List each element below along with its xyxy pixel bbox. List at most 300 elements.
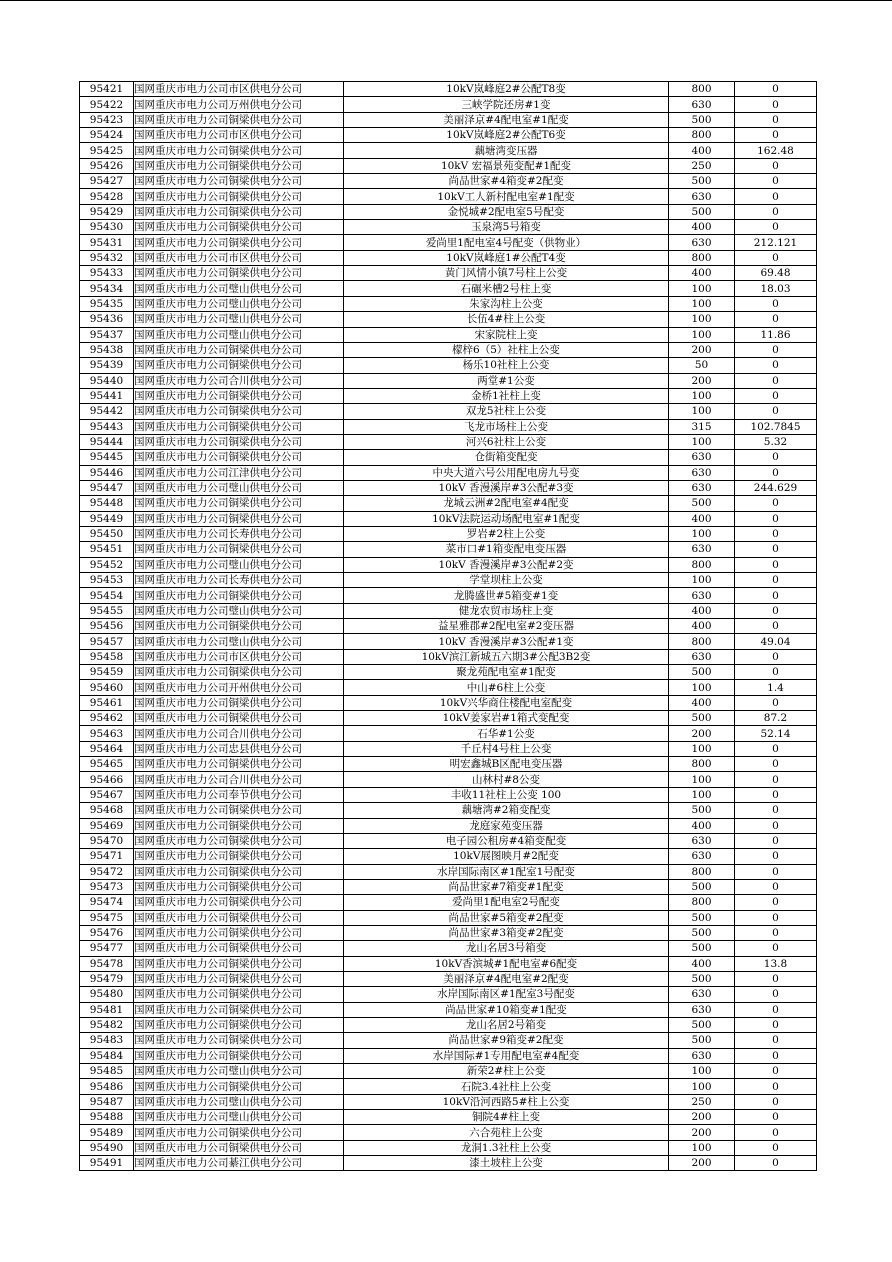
company-cell: 国网重庆市电力公司铜梁供电分公司 <box>134 434 344 449</box>
capacity-cell: 500 <box>669 910 735 925</box>
capacity-cell: 500 <box>669 803 735 818</box>
value-cell: 0 <box>735 941 817 956</box>
capacity-cell: 800 <box>669 634 735 649</box>
table-row <box>80 143 817 158</box>
value-cell: 0 <box>735 373 817 388</box>
row-id-cell: 95491 <box>80 1156 134 1171</box>
table-row <box>80 649 817 664</box>
company-cell: 国网重庆市电力公司铜梁供电分公司 <box>134 1048 344 1063</box>
capacity-cell: 630 <box>669 1048 735 1063</box>
capacity-cell: 400 <box>669 619 735 634</box>
company-cell: 国网重庆市电力公司铜梁供电分公司 <box>134 925 344 940</box>
value-cell: 0 <box>735 557 817 572</box>
table-row <box>80 158 817 173</box>
value-cell: 0 <box>735 465 817 480</box>
value-cell: 0 <box>735 511 817 526</box>
value-cell: 0 <box>735 450 817 465</box>
page-top-border <box>0 0 892 1</box>
capacity-cell: 500 <box>669 665 735 680</box>
transformer-name-cell: 宋家院柱上变 <box>344 327 669 342</box>
capacity-cell: 500 <box>669 496 735 511</box>
value-cell: 0 <box>735 1079 817 1094</box>
company-cell: 国网重庆市电力公司铜梁供电分公司 <box>134 757 344 772</box>
table-row <box>80 1079 817 1094</box>
table-row <box>80 588 817 603</box>
value-cell: 0 <box>735 803 817 818</box>
capacity-cell: 800 <box>669 128 735 143</box>
table-row <box>80 465 817 480</box>
value-cell: 0 <box>735 987 817 1002</box>
row-id-cell: 95456 <box>80 619 134 634</box>
transformer-name-cell: 益星雅郡#2配电室#2变压器 <box>344 619 669 634</box>
row-id-cell: 95489 <box>80 1125 134 1140</box>
capacity-cell: 800 <box>669 895 735 910</box>
capacity-cell: 100 <box>669 787 735 802</box>
capacity-cell: 100 <box>669 312 735 327</box>
table-row <box>80 281 817 296</box>
company-cell: 国网重庆市电力公司铜梁供电分公司 <box>134 266 344 281</box>
company-cell: 国网重庆市电力公司市区供电分公司 <box>134 128 344 143</box>
transformer-name-cell: 尚品世家#4箱变#2配变 <box>344 174 669 189</box>
value-cell: 0 <box>735 542 817 557</box>
capacity-cell: 315 <box>669 419 735 434</box>
transformer-name-cell: 10kV 香漫溪岸#3公配#1变 <box>344 634 669 649</box>
row-id-cell: 95427 <box>80 174 134 189</box>
value-cell: 0 <box>735 772 817 787</box>
value-cell: 0 <box>735 296 817 311</box>
table-row <box>80 220 817 235</box>
capacity-cell: 500 <box>669 204 735 219</box>
row-id-cell: 95459 <box>80 665 134 680</box>
table-row <box>80 250 817 265</box>
value-cell: 49.04 <box>735 634 817 649</box>
transformer-name-cell: 尚品世家#5箱变#2配变 <box>344 910 669 925</box>
row-id-cell: 95441 <box>80 388 134 403</box>
transformer-name-cell: 10kV兴华商住楼配电室配变 <box>344 695 669 710</box>
value-cell: 0 <box>735 204 817 219</box>
transformer-name-cell: 10kV工人新村配电室#1配变 <box>344 189 669 204</box>
table-row <box>80 833 817 848</box>
value-cell: 87.2 <box>735 711 817 726</box>
transformer-name-cell: 两堂#1公变 <box>344 373 669 388</box>
row-id-cell: 95429 <box>80 204 134 219</box>
capacity-cell: 800 <box>669 557 735 572</box>
table-row <box>80 1140 817 1155</box>
value-cell: 52.14 <box>735 726 817 741</box>
value-cell: 0 <box>735 388 817 403</box>
transformer-name-cell: 黄门风情小镇7号柱上公变 <box>344 266 669 281</box>
row-id-cell: 95430 <box>80 220 134 235</box>
company-cell: 国网重庆市电力公司璧山供电分公司 <box>134 480 344 495</box>
transformer-name-cell: 龙腾盛世#5箱变#1变 <box>344 588 669 603</box>
table-row <box>80 388 817 403</box>
row-id-cell: 95465 <box>80 757 134 772</box>
row-id-cell: 95485 <box>80 1064 134 1079</box>
transformer-name-cell: 丰收11社柱上公变 100 <box>344 787 669 802</box>
table-row <box>80 112 817 127</box>
capacity-cell: 800 <box>669 250 735 265</box>
table-row <box>80 1002 817 1017</box>
row-id-cell: 95440 <box>80 373 134 388</box>
row-id-cell: 95425 <box>80 143 134 158</box>
company-cell: 国网重庆市电力公司璧山供电分公司 <box>134 603 344 618</box>
value-cell: 0 <box>735 97 817 112</box>
company-cell: 国网重庆市电力公司綦江供电分公司 <box>134 1156 344 1171</box>
company-cell: 国网重庆市电力公司市区供电分公司 <box>134 649 344 664</box>
value-cell: 0 <box>735 818 817 833</box>
value-cell: 1.4 <box>735 680 817 695</box>
transformer-name-cell: 10kV岚峰庭2#公配T8变 <box>344 82 669 97</box>
table-row <box>80 174 817 189</box>
table-row <box>80 82 817 97</box>
table-row <box>80 971 817 986</box>
company-cell: 国网重庆市电力公司璧山供电分公司 <box>134 327 344 342</box>
company-cell: 国网重庆市电力公司铜梁供电分公司 <box>134 404 344 419</box>
table-row <box>80 189 817 204</box>
capacity-cell: 630 <box>669 1002 735 1017</box>
table-row <box>80 526 817 541</box>
capacity-cell: 630 <box>669 649 735 664</box>
capacity-cell: 400 <box>669 266 735 281</box>
transformer-name-cell: 水岸国际南区#1配室1号配变 <box>344 864 669 879</box>
transformer-name-cell: 龙城云洲#2配电室#4配变 <box>344 496 669 511</box>
table-row <box>80 619 817 634</box>
capacity-cell: 500 <box>669 711 735 726</box>
company-cell: 国网重庆市电力公司铜梁供电分公司 <box>134 1079 344 1094</box>
transformer-name-cell: 杨乐10社柱上公变 <box>344 358 669 373</box>
table-row <box>80 327 817 342</box>
row-id-cell: 95438 <box>80 342 134 357</box>
row-id-cell: 95484 <box>80 1048 134 1063</box>
value-cell: 0 <box>735 757 817 772</box>
capacity-cell: 100 <box>669 434 735 449</box>
value-cell: 0 <box>735 342 817 357</box>
transformer-name-cell: 双龙5社柱上公变 <box>344 404 669 419</box>
company-cell: 国网重庆市电力公司铜梁供电分公司 <box>134 174 344 189</box>
capacity-cell: 630 <box>669 465 735 480</box>
company-cell: 国网重庆市电力公司铜梁供电分公司 <box>134 1017 344 1032</box>
row-id-cell: 95421 <box>80 82 134 97</box>
value-cell: 18.03 <box>735 281 817 296</box>
company-cell: 国网重庆市电力公司铜梁供电分公司 <box>134 112 344 127</box>
value-cell: 0 <box>735 910 817 925</box>
table-row <box>80 772 817 787</box>
company-cell: 国网重庆市电力公司铜梁供电分公司 <box>134 971 344 986</box>
transformer-name-cell: 尚品世家#7箱变#1配变 <box>344 879 669 894</box>
value-cell: 0 <box>735 312 817 327</box>
capacity-cell: 500 <box>669 174 735 189</box>
table-row <box>80 895 817 910</box>
capacity-cell: 630 <box>669 542 735 557</box>
company-cell: 国网重庆市电力公司铜梁供电分公司 <box>134 204 344 219</box>
company-cell: 国网重庆市电力公司铜梁供电分公司 <box>134 895 344 910</box>
transformer-name-cell: 金悦城#2配电室5号配变 <box>344 204 669 219</box>
row-id-cell: 95464 <box>80 741 134 756</box>
transformer-name-cell: 藕塘湾#2箱变配变 <box>344 803 669 818</box>
table-row <box>80 941 817 956</box>
transformer-name-cell: 美丽泽京#4配电室#2配变 <box>344 971 669 986</box>
transformer-name-cell: 河兴6社柱上公变 <box>344 434 669 449</box>
capacity-cell: 400 <box>669 818 735 833</box>
capacity-cell: 630 <box>669 480 735 495</box>
capacity-cell: 630 <box>669 450 735 465</box>
company-cell: 国网重庆市电力公司铜梁供电分公司 <box>134 987 344 1002</box>
value-cell: 162.48 <box>735 143 817 158</box>
row-id-cell: 95479 <box>80 971 134 986</box>
company-cell: 国网重庆市电力公司长寿供电分公司 <box>134 573 344 588</box>
company-cell: 国网重庆市电力公司合川供电分公司 <box>134 373 344 388</box>
value-cell: 0 <box>735 971 817 986</box>
row-id-cell: 95447 <box>80 480 134 495</box>
value-cell: 0 <box>735 1033 817 1048</box>
capacity-cell: 100 <box>669 741 735 756</box>
table-row <box>80 879 817 894</box>
table-row <box>80 1048 817 1063</box>
capacity-cell: 400 <box>669 220 735 235</box>
table-row <box>80 266 817 281</box>
transformer-name-cell: 长伍4#柱上公变 <box>344 312 669 327</box>
capacity-cell: 400 <box>669 143 735 158</box>
transformer-name-cell: 藕塘湾变压器 <box>344 143 669 158</box>
table-row <box>80 603 817 618</box>
table-row <box>80 404 817 419</box>
value-cell: 0 <box>735 404 817 419</box>
company-cell: 国网重庆市电力公司璧山供电分公司 <box>134 1110 344 1125</box>
row-id-cell: 95426 <box>80 158 134 173</box>
transformer-name-cell: 六合苑柱上公变 <box>344 1125 669 1140</box>
transformer-name-cell: 10kV 香漫溪岸#3公配#2变 <box>344 557 669 572</box>
company-cell: 国网重庆市电力公司合川供电分公司 <box>134 726 344 741</box>
capacity-cell: 630 <box>669 97 735 112</box>
row-id-cell: 95482 <box>80 1017 134 1032</box>
table-row <box>80 634 817 649</box>
table-row <box>80 358 817 373</box>
table-row <box>80 818 817 833</box>
company-cell: 国网重庆市电力公司铜梁供电分公司 <box>134 849 344 864</box>
transformer-name-cell: 尚品世家#9箱变#2配变 <box>344 1033 669 1048</box>
row-id-cell: 95469 <box>80 818 134 833</box>
value-cell: 0 <box>735 1125 817 1140</box>
company-cell: 国网重庆市电力公司长寿供电分公司 <box>134 526 344 541</box>
row-id-cell: 95476 <box>80 925 134 940</box>
table-row <box>80 1156 817 1171</box>
table-row <box>80 757 817 772</box>
table-row <box>80 1017 817 1032</box>
capacity-cell: 630 <box>669 588 735 603</box>
table-row <box>80 695 817 710</box>
value-cell: 0 <box>735 895 817 910</box>
value-cell: 0 <box>735 833 817 848</box>
capacity-cell: 50 <box>669 358 735 373</box>
value-cell: 0 <box>735 649 817 664</box>
value-cell: 0 <box>735 220 817 235</box>
table-row <box>80 511 817 526</box>
table-row <box>80 925 817 940</box>
table-row <box>80 1064 817 1079</box>
row-id-cell: 95487 <box>80 1094 134 1109</box>
row-id-cell: 95422 <box>80 97 134 112</box>
company-cell: 国网重庆市电力公司铜梁供电分公司 <box>134 542 344 557</box>
capacity-cell: 100 <box>669 573 735 588</box>
row-id-cell: 95472 <box>80 864 134 879</box>
row-id-cell: 95446 <box>80 465 134 480</box>
company-cell: 国网重庆市电力公司铜梁供电分公司 <box>134 941 344 956</box>
company-cell: 国网重庆市电力公司铜梁供电分公司 <box>134 143 344 158</box>
company-cell: 国网重庆市电力公司铜梁供电分公司 <box>134 189 344 204</box>
table-row <box>80 296 817 311</box>
capacity-cell: 500 <box>669 925 735 940</box>
row-id-cell: 95483 <box>80 1033 134 1048</box>
transformer-name-cell: 10kV法院运动场配电室#1配变 <box>344 511 669 526</box>
transformer-name-cell: 学堂坝柱上公变 <box>344 573 669 588</box>
capacity-cell: 100 <box>669 1140 735 1155</box>
value-cell: 0 <box>735 588 817 603</box>
value-cell: 0 <box>735 1094 817 1109</box>
transformer-name-cell: 千丘村4号柱上公变 <box>344 741 669 756</box>
value-cell: 0 <box>735 189 817 204</box>
transformer-name-cell: 10kV 香漫溪岸#3公配#3变 <box>344 480 669 495</box>
transformer-name-cell: 铜院4#柱上变 <box>344 1110 669 1125</box>
capacity-cell: 400 <box>669 695 735 710</box>
transformer-name-cell: 朱家沟柱上公变 <box>344 296 669 311</box>
company-cell: 国网重庆市电力公司铜梁供电分公司 <box>134 496 344 511</box>
table-row <box>80 480 817 495</box>
value-cell: 0 <box>735 158 817 173</box>
table-row <box>80 97 817 112</box>
row-id-cell: 95445 <box>80 450 134 465</box>
value-cell: 0 <box>735 603 817 618</box>
table-row <box>80 787 817 802</box>
table-row <box>80 419 817 434</box>
row-id-cell: 95481 <box>80 1002 134 1017</box>
table-row <box>80 542 817 557</box>
company-cell: 国网重庆市电力公司江津供电分公司 <box>134 465 344 480</box>
table-row <box>80 741 817 756</box>
transformer-name-cell: 爱尚里1配电室4号配变（供物业） <box>344 235 669 250</box>
row-id-cell: 95442 <box>80 404 134 419</box>
row-id-cell: 95470 <box>80 833 134 848</box>
transformer-name-cell: 10kV 宏福景苑变配#1配变 <box>344 158 669 173</box>
table-row <box>80 1125 817 1140</box>
capacity-cell: 100 <box>669 296 735 311</box>
value-cell: 0 <box>735 1017 817 1032</box>
table-row <box>80 450 817 465</box>
value-cell: 0 <box>735 573 817 588</box>
transformer-name-cell: 龙山名居2号箱变 <box>344 1017 669 1032</box>
transformer-name-cell: 仓街箱变配变 <box>344 450 669 465</box>
capacity-cell: 500 <box>669 1033 735 1048</box>
transformer-name-cell: 明宏鑫城B区配电变压器 <box>344 757 669 772</box>
table-row <box>80 204 817 219</box>
value-cell: 0 <box>735 849 817 864</box>
row-id-cell: 95453 <box>80 573 134 588</box>
capacity-cell: 630 <box>669 189 735 204</box>
transformer-name-cell: 飞龙市场柱上公变 <box>344 419 669 434</box>
transformer-name-cell: 10kV姜家岩#1箱式变配变 <box>344 711 669 726</box>
row-id-cell: 95424 <box>80 128 134 143</box>
transformer-name-cell: 10kV沿河西路5#柱上公变 <box>344 1094 669 1109</box>
capacity-cell: 200 <box>669 342 735 357</box>
value-cell: 5.32 <box>735 434 817 449</box>
capacity-cell: 400 <box>669 603 735 618</box>
transformer-name-cell: 山林村#8公变 <box>344 772 669 787</box>
value-cell: 0 <box>735 925 817 940</box>
row-id-cell: 95428 <box>80 189 134 204</box>
company-cell: 国网重庆市电力公司开州供电分公司 <box>134 680 344 695</box>
company-cell: 国网重庆市电力公司市区供电分公司 <box>134 250 344 265</box>
capacity-cell: 400 <box>669 956 735 971</box>
value-cell: 0 <box>735 619 817 634</box>
transformer-name-cell: 龙洞1.3社柱上公变 <box>344 1140 669 1155</box>
table-row <box>80 557 817 572</box>
transformer-name-cell: 电子园公租房#4箱变配变 <box>344 833 669 848</box>
row-id-cell: 95471 <box>80 849 134 864</box>
company-cell: 国网重庆市电力公司铜梁供电分公司 <box>134 665 344 680</box>
company-cell: 国网重庆市电力公司铜梁供电分公司 <box>134 956 344 971</box>
row-id-cell: 95433 <box>80 266 134 281</box>
transformer-name-cell: 新荣2#柱上公变 <box>344 1064 669 1079</box>
company-cell: 国网重庆市电力公司铜梁供电分公司 <box>134 220 344 235</box>
row-id-cell: 95486 <box>80 1079 134 1094</box>
row-id-cell: 95436 <box>80 312 134 327</box>
table-row <box>80 956 817 971</box>
value-cell: 0 <box>735 741 817 756</box>
capacity-cell: 100 <box>669 327 735 342</box>
value-cell: 244.629 <box>735 480 817 495</box>
value-cell: 102.7845 <box>735 419 817 434</box>
value-cell: 11.86 <box>735 327 817 342</box>
row-id-cell: 95463 <box>80 726 134 741</box>
transformer-name-cell: 中山#6柱上公变 <box>344 680 669 695</box>
company-cell: 国网重庆市电力公司铜梁供电分公司 <box>134 818 344 833</box>
value-cell: 0 <box>735 526 817 541</box>
company-cell: 国网重庆市电力公司奉节供电分公司 <box>134 787 344 802</box>
capacity-cell: 100 <box>669 404 735 419</box>
transformer-name-cell: 10kV香滨城#1配电室#6配变 <box>344 956 669 971</box>
capacity-cell: 630 <box>669 849 735 864</box>
company-cell: 国网重庆市电力公司铜梁供电分公司 <box>134 910 344 925</box>
row-id-cell: 95443 <box>80 419 134 434</box>
transformer-name-cell: 檬梓6（5）社柱上公变 <box>344 342 669 357</box>
table-row <box>80 128 817 143</box>
row-id-cell: 95475 <box>80 910 134 925</box>
capacity-cell: 100 <box>669 680 735 695</box>
transformer-name-cell: 龙山名居3号箱变 <box>344 941 669 956</box>
capacity-cell: 200 <box>669 1125 735 1140</box>
transformer-name-cell: 石院3.4社柱上公变 <box>344 1079 669 1094</box>
transformer-name-cell: 尚品世家#10箱变#1配变 <box>344 1002 669 1017</box>
capacity-cell: 200 <box>669 1156 735 1171</box>
company-cell: 国网重庆市电力公司合川供电分公司 <box>134 772 344 787</box>
row-id-cell: 95462 <box>80 711 134 726</box>
value-cell: 0 <box>735 787 817 802</box>
table-row <box>80 1094 817 1109</box>
transformer-name-cell: 石碾米槽2号柱上变 <box>344 281 669 296</box>
row-id-cell: 95435 <box>80 296 134 311</box>
company-cell: 国网重庆市电力公司铜梁供电分公司 <box>134 158 344 173</box>
capacity-cell: 250 <box>669 158 735 173</box>
table-row <box>80 434 817 449</box>
company-cell: 国网重庆市电力公司铜梁供电分公司 <box>134 388 344 403</box>
capacity-cell: 200 <box>669 1110 735 1125</box>
transformer-name-cell: 中央大道六号公用配电房九号变 <box>344 465 669 480</box>
value-cell: 0 <box>735 1064 817 1079</box>
row-id-cell: 95439 <box>80 358 134 373</box>
value-cell: 0 <box>735 665 817 680</box>
company-cell: 国网重庆市电力公司铜梁供电分公司 <box>134 695 344 710</box>
row-id-cell: 95423 <box>80 112 134 127</box>
row-id-cell: 95431 <box>80 235 134 250</box>
